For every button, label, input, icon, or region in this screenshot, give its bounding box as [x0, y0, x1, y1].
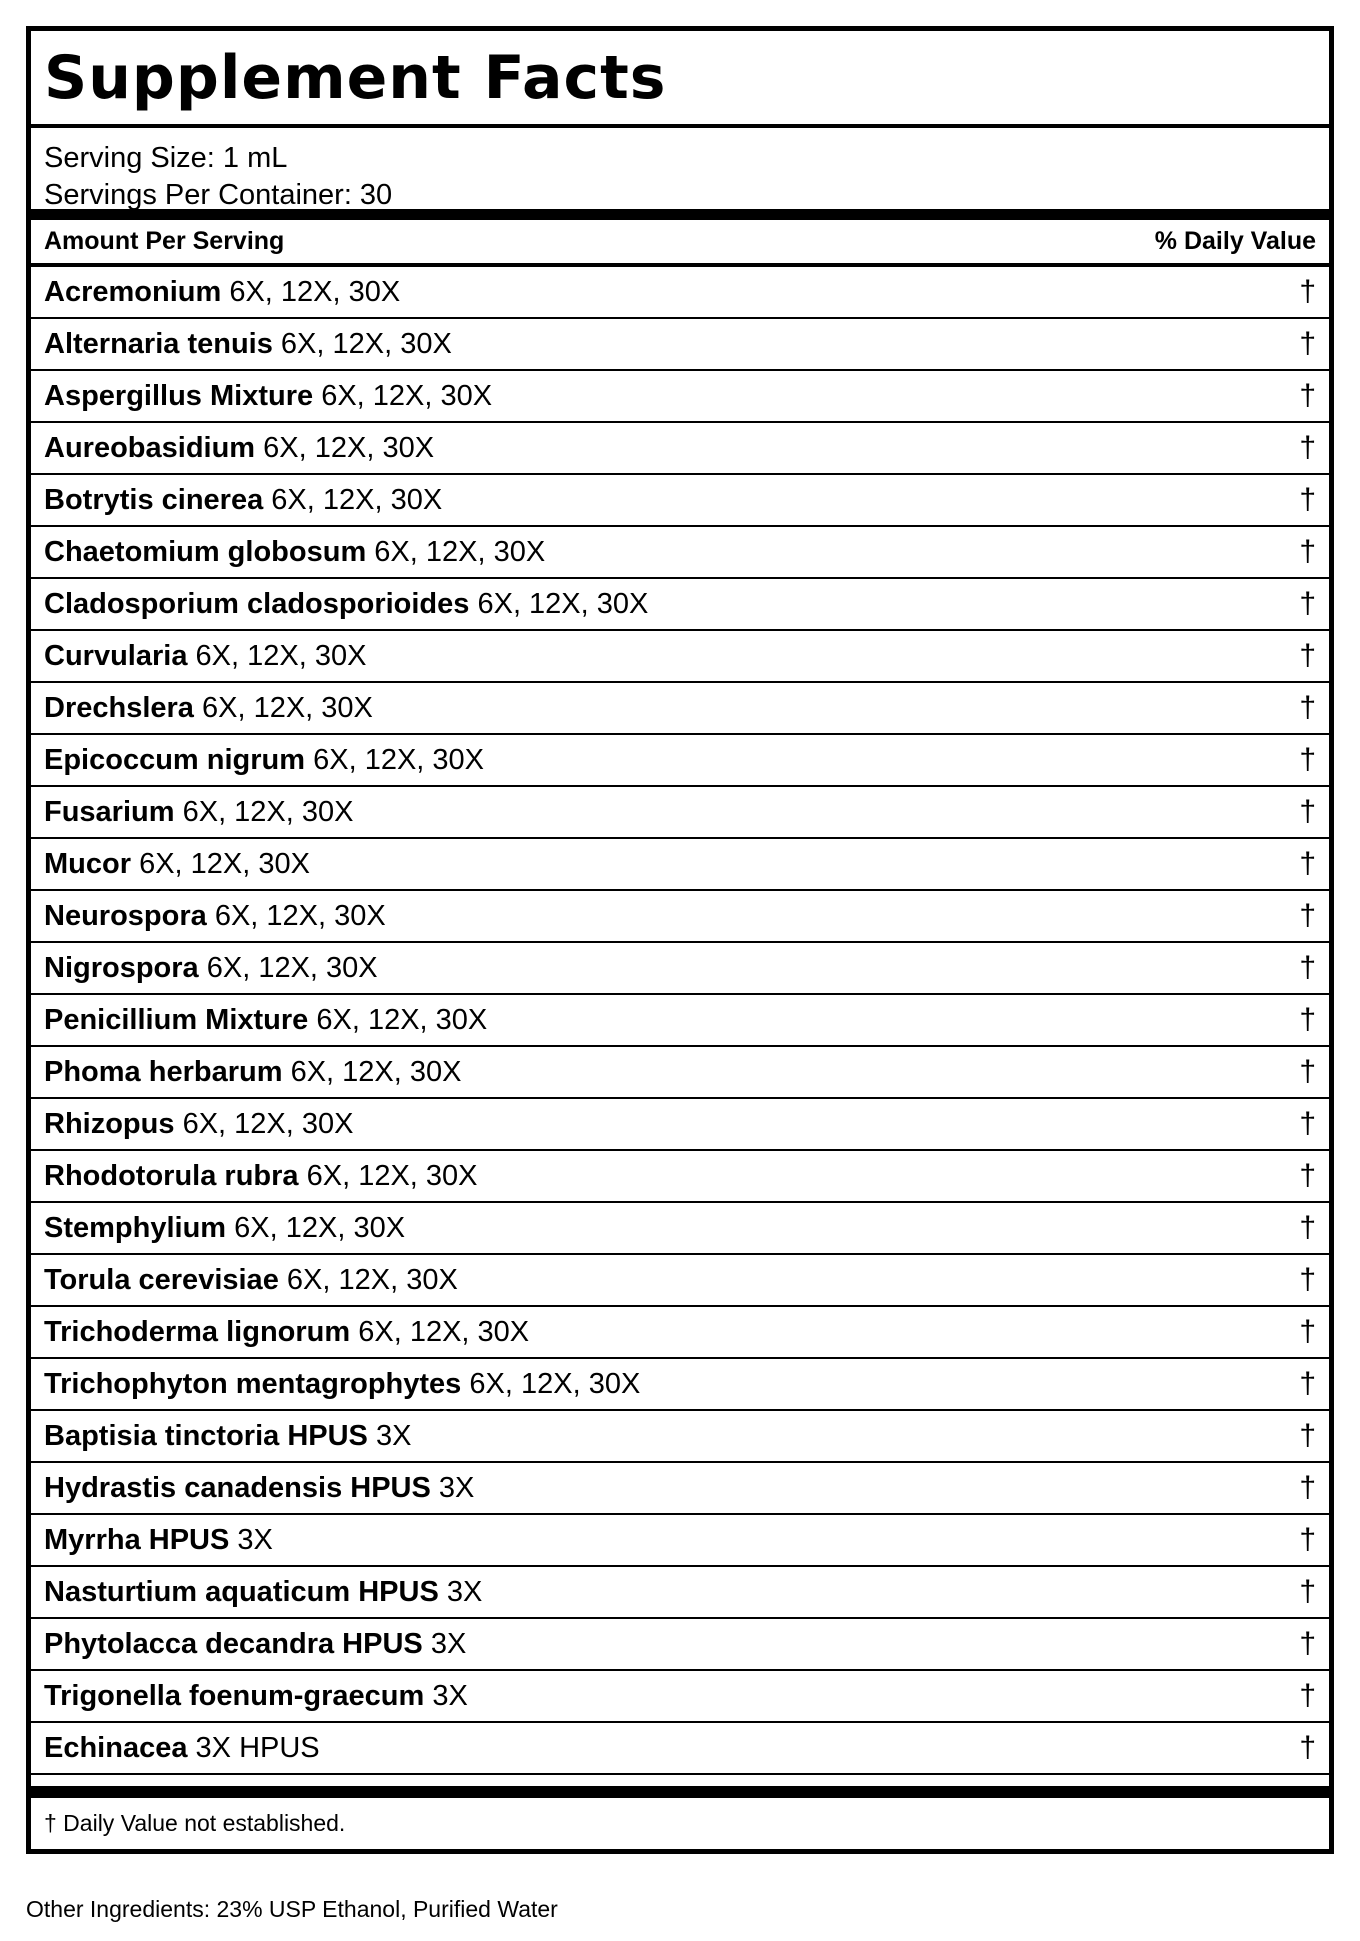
ingredient-row — [31, 1411, 1329, 1463]
ingredient-name: Epicoccum nigrum — [44, 743, 306, 776]
daily-value-dagger: † — [1299, 951, 1316, 984]
ingredient-name: Mucor — [44, 847, 131, 880]
daily-value-dagger: † — [1299, 1419, 1316, 1452]
ingredient-row — [31, 1307, 1329, 1359]
ingredient-row — [31, 839, 1329, 891]
ingredient-row — [31, 527, 1329, 579]
ingredient-name: Myrrha HPUS — [44, 1523, 230, 1556]
ingredient-potency: 6X, 12X, 30X — [321, 379, 493, 412]
serving-size: Serving Size: 1 mL — [44, 142, 288, 174]
ingredient-name: Trichophyton mentagrophytes — [44, 1367, 462, 1400]
daily-value-label: % Daily Value — [1154, 227, 1316, 255]
ingredient-entry — [44, 744, 484, 777]
daily-value-dagger: † — [1299, 847, 1316, 880]
ingredient-potency: 6X, 12X, 30X — [229, 275, 401, 308]
ingredient-entry — [44, 1004, 487, 1037]
ingredient-row — [31, 1359, 1329, 1411]
daily-value-dagger: † — [1299, 1211, 1316, 1244]
daily-value-dagger: † — [1299, 327, 1316, 360]
daily-value-dagger: † — [1299, 431, 1316, 464]
ingredient-row — [31, 891, 1329, 943]
ingredient-name: Penicillium Mixture — [44, 1003, 309, 1036]
ingredient-row — [31, 1047, 1329, 1099]
ingredient-entry — [44, 1732, 320, 1765]
ingredient-name: Curvularia — [44, 639, 188, 672]
ingredient-row — [31, 995, 1329, 1047]
ingredient-entry — [44, 1368, 640, 1401]
ingredient-potency: 6X, 12X, 30X — [286, 1263, 458, 1296]
servings-per-container: Servings Per Container: 30 — [44, 179, 393, 211]
ingredient-potency: 6X, 12X, 30X — [306, 1159, 478, 1192]
ingredient-potency: 6X, 12X, 30X — [202, 691, 373, 724]
ingredient-potency: 6X, 12X, 30X — [182, 1107, 354, 1140]
daily-value-dagger: † — [1299, 535, 1316, 568]
ingredient-potency: 6X, 12X, 30X — [374, 535, 546, 568]
daily-value-dagger: † — [1299, 1523, 1316, 1556]
ingredient-name: Fusarium — [44, 795, 175, 828]
ingredient-row — [31, 579, 1329, 631]
ingredient-name: Chaetomium globosum — [44, 535, 367, 568]
ingredient-name: Echinacea — [44, 1731, 188, 1764]
daily-value-dagger: † — [1299, 379, 1316, 412]
ingredient-entry — [44, 1316, 529, 1349]
ingredient-entry — [44, 1212, 405, 1245]
daily-value-dagger: † — [1299, 1159, 1316, 1192]
supplement-facts-panel — [26, 26, 1334, 1854]
other-ingredients: Other Ingredients: 23% USP Ethanol, Purified Water — [26, 1896, 558, 1922]
daily-value-dagger: † — [1299, 899, 1316, 932]
ingredient-row — [31, 475, 1329, 527]
ingredient-name: Acremonium — [44, 275, 222, 308]
daily-value-dagger: † — [1299, 483, 1316, 516]
ingredient-name: Alternaria tenuis — [44, 327, 273, 360]
ingredient-row — [31, 1619, 1329, 1671]
ingredient-row — [31, 1671, 1329, 1723]
ingredient-entry — [44, 1524, 273, 1557]
daily-value-dagger: † — [1299, 1315, 1316, 1348]
ingredient-potency: 6X, 12X, 30X — [316, 1003, 488, 1036]
ingredient-name: Phytolacca decandra HPUS — [44, 1627, 423, 1660]
ingredient-potency: 6X, 12X, 30X — [477, 587, 649, 620]
ingredient-row — [31, 1151, 1329, 1203]
daily-value-dagger: † — [1299, 691, 1316, 724]
ingredient-potency: 6X, 12X, 30X — [271, 483, 443, 516]
ingredient-potency: 6X, 12X, 30X — [139, 847, 310, 880]
daily-value-dagger: † — [1299, 639, 1316, 672]
ingredient-row — [31, 267, 1329, 319]
ingredient-row — [31, 1099, 1329, 1151]
daily-value-dagger: † — [1299, 1263, 1316, 1296]
ingredient-row — [31, 423, 1329, 475]
ingredient-row — [31, 735, 1329, 787]
ingredient-entry — [44, 640, 366, 673]
ingredient-row — [31, 1463, 1329, 1515]
ingredient-name: Nigrospora — [44, 951, 199, 984]
ingredient-entry — [44, 484, 442, 517]
ingredient-potency: 3X — [446, 1575, 483, 1608]
ingredient-potency: 6X, 12X, 30X — [358, 1315, 530, 1348]
ingredient-name: Trigonella foenum-graecum — [44, 1679, 425, 1712]
ingredient-name: Aspergillus Mixture — [44, 379, 314, 412]
ingredient-name: Rhodotorula rubra — [44, 1159, 299, 1192]
serving-info — [31, 128, 1329, 220]
ingredient-entry — [44, 1160, 478, 1193]
ingredient-potency: 3X — [438, 1471, 475, 1504]
ingredient-name: Phoma herbarum — [44, 1055, 283, 1088]
ingredient-row — [31, 371, 1329, 423]
ingredient-row — [31, 1203, 1329, 1255]
daily-value-dagger: † — [1299, 1575, 1316, 1608]
ingredient-entry — [44, 536, 545, 569]
ingredient-name: Rhizopus — [44, 1107, 175, 1140]
ingredient-name: Botrytis cinerea — [44, 483, 264, 516]
ingredient-entry — [44, 1108, 353, 1141]
ingredient-potency: 6X, 12X, 30X — [290, 1055, 462, 1088]
ingredient-potency: 6X, 12X, 30X — [280, 327, 452, 360]
ingredient-name: Neurospora — [44, 899, 207, 932]
ingredient-name: Nasturtium aquaticum HPUS — [44, 1575, 439, 1608]
daily-value-dagger: † — [1299, 1003, 1316, 1036]
ingredient-entry — [44, 952, 378, 985]
daily-value-dagger: † — [1299, 275, 1316, 308]
amount-per-serving-label: Amount Per Serving — [44, 227, 285, 255]
ingredient-row — [31, 787, 1329, 839]
ingredient-list — [31, 267, 1329, 1775]
daily-value-dagger: † — [1299, 587, 1316, 620]
ingredient-name: Cladosporium cladosporioides — [44, 587, 470, 620]
ingredient-potency: 6X, 12X, 30X — [182, 795, 354, 828]
ingredient-row — [31, 631, 1329, 683]
ingredient-entry — [44, 1420, 411, 1453]
daily-value-dagger: † — [1299, 1107, 1316, 1140]
ingredient-entry — [44, 900, 386, 933]
ingredient-potency: 6X, 12X, 30X — [469, 1367, 641, 1400]
ingredient-name: Baptisia tinctoria HPUS — [44, 1419, 368, 1452]
ingredient-entry — [44, 588, 648, 621]
ingredient-potency: 3X — [432, 1679, 468, 1712]
ingredient-name: Hydrastis canadensis HPUS — [44, 1471, 431, 1504]
ingredient-entry — [44, 276, 400, 309]
panel-title: Supplement Facts — [44, 42, 667, 113]
daily-value-dagger: † — [1299, 1627, 1316, 1660]
daily-value-dagger: † — [1299, 743, 1316, 776]
ingredient-row — [31, 1723, 1329, 1775]
ingredient-entry — [44, 796, 354, 829]
ingredient-potency: 6X, 12X, 30X — [234, 1211, 406, 1244]
ingredient-entry — [44, 1264, 458, 1297]
ingredient-entry — [44, 1472, 474, 1505]
ingredient-name: Torula cerevisiae — [44, 1263, 279, 1296]
ingredient-potency: 6X, 12X, 30X — [214, 899, 386, 932]
daily-value-dagger: † — [1299, 795, 1316, 828]
ingredient-potency: 3X — [430, 1627, 467, 1660]
ingredient-row — [31, 1255, 1329, 1307]
daily-value-dagger: † — [1299, 1055, 1316, 1088]
daily-value-dagger: † — [1299, 1679, 1316, 1712]
footnote: † Daily Value not established. — [44, 1810, 346, 1836]
ingredient-entry — [44, 380, 492, 413]
ingredient-potency: 6X, 12X, 30X — [263, 431, 435, 464]
ingredient-name: Drechslera — [44, 691, 194, 724]
daily-value-dagger: † — [1299, 1471, 1316, 1504]
ingredient-entry — [44, 328, 452, 361]
ingredient-entry — [44, 1680, 468, 1713]
ingredient-row — [31, 1515, 1329, 1567]
ingredient-entry — [44, 848, 310, 881]
ingredient-row — [31, 319, 1329, 371]
ingredient-row — [31, 943, 1329, 995]
ingredient-name: Stemphylium — [44, 1211, 227, 1244]
ingredient-entry — [44, 1056, 461, 1089]
ingredient-entry — [44, 692, 373, 725]
ingredient-name: Aureobasidium — [44, 431, 256, 464]
ingredient-potency: 6X, 12X, 30X — [206, 951, 378, 984]
title-row — [31, 31, 1329, 128]
ingredient-entry — [44, 1628, 466, 1661]
ingredient-potency: 6X, 12X, 30X — [195, 639, 367, 672]
ingredient-entry — [44, 1576, 482, 1609]
ingredient-potency: 6X, 12X, 30X — [313, 743, 485, 776]
thick-divider — [31, 1775, 1329, 1798]
ingredient-entry — [44, 432, 434, 465]
ingredient-name: Trichoderma lignorum — [44, 1315, 351, 1348]
table-header — [31, 220, 1329, 267]
ingredient-potency: 3X — [237, 1523, 273, 1556]
ingredient-row — [31, 1567, 1329, 1619]
ingredient-potency: 3X — [375, 1419, 412, 1452]
ingredient-potency: 3X HPUS — [195, 1731, 320, 1764]
daily-value-dagger: † — [1299, 1731, 1316, 1764]
daily-value-dagger: † — [1299, 1367, 1316, 1400]
ingredient-row — [31, 683, 1329, 735]
